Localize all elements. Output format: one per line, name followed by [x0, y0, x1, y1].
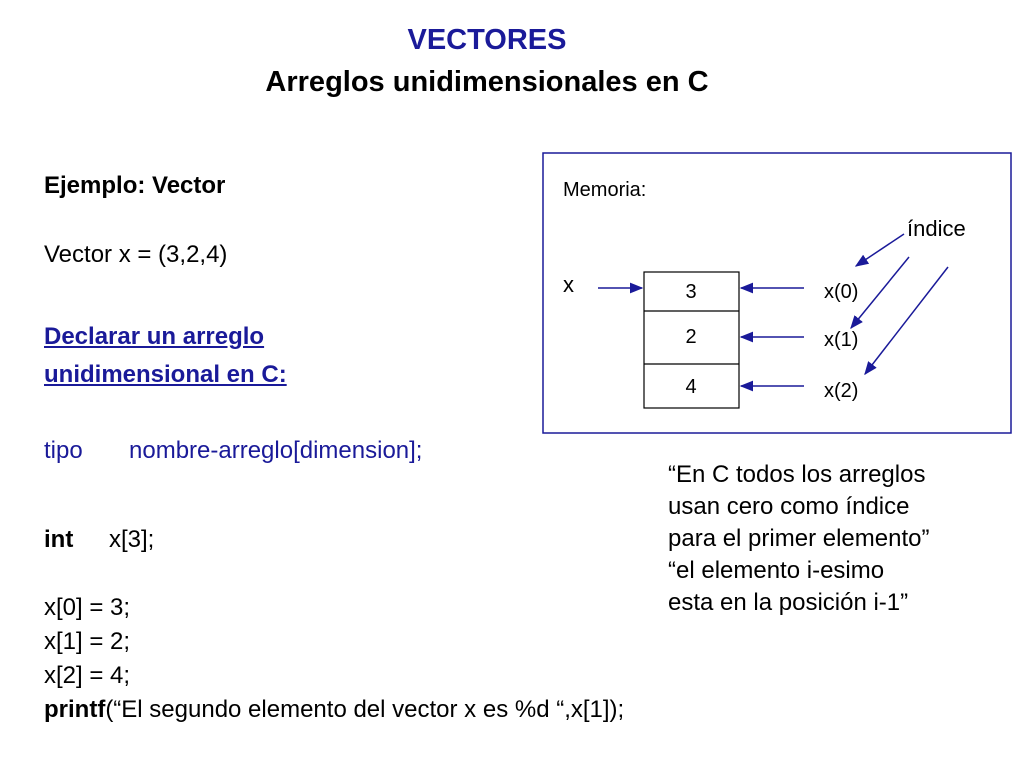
note-line-3: “el elemento i-esimo — [668, 557, 885, 584]
example-heading: Ejemplo: Vector — [44, 172, 226, 199]
slide-title: VECTORES — [407, 24, 567, 56]
index-name-1: x(1) — [824, 329, 859, 351]
index-name-2: x(2) — [824, 380, 859, 402]
printf-line — [44, 696, 624, 724]
declare-heading-line2: unidimensional en C: — [44, 361, 287, 388]
syntax-type: tipo — [44, 437, 83, 464]
slide-subtitle: Arreglos unidimensionales en C — [265, 66, 709, 98]
printf-keyword: printf — [44, 696, 106, 723]
int-keyword: int — [44, 526, 74, 553]
declare-heading-line1: Declarar un arreglo — [44, 323, 265, 350]
vector-definition: Vector x = (3,2,4) — [44, 241, 228, 268]
syntax-declaration: nombre-arreglo[dimension]; — [129, 437, 423, 464]
note-line-4: esta en la posición i-1” — [668, 589, 909, 616]
cell-value-1: 2 — [685, 326, 697, 348]
memory-diagram — [542, 152, 1012, 434]
index-label: índice — [907, 216, 966, 241]
note-line-1: usan cero como índice — [668, 493, 910, 520]
assign-line-2: x[2] = 4; — [44, 662, 131, 689]
arrow-indice-0 — [856, 234, 904, 266]
cell-value-2: 4 — [685, 376, 697, 398]
cell-value-0: 3 — [685, 281, 697, 303]
int-declaration: x[3]; — [109, 526, 155, 553]
index-name-0: x(0) — [824, 281, 859, 303]
assign-line-1: x[1] = 2; — [44, 628, 131, 655]
assign-line-0: x[0] = 3; — [44, 594, 131, 621]
printf-arguments: (“El segundo elemento del vector x es %d “,x[1]); — [105, 696, 625, 723]
note-block — [668, 459, 929, 619]
note-line-0: “En C todos los arreglos — [668, 461, 926, 488]
note-line-2: para el primer elemento” — [668, 525, 930, 552]
arrow-indice-1 — [851, 257, 909, 328]
variable-label: x — [563, 272, 574, 297]
memory-label: Memoria: — [563, 179, 647, 201]
arrow-indice-2 — [865, 267, 948, 374]
